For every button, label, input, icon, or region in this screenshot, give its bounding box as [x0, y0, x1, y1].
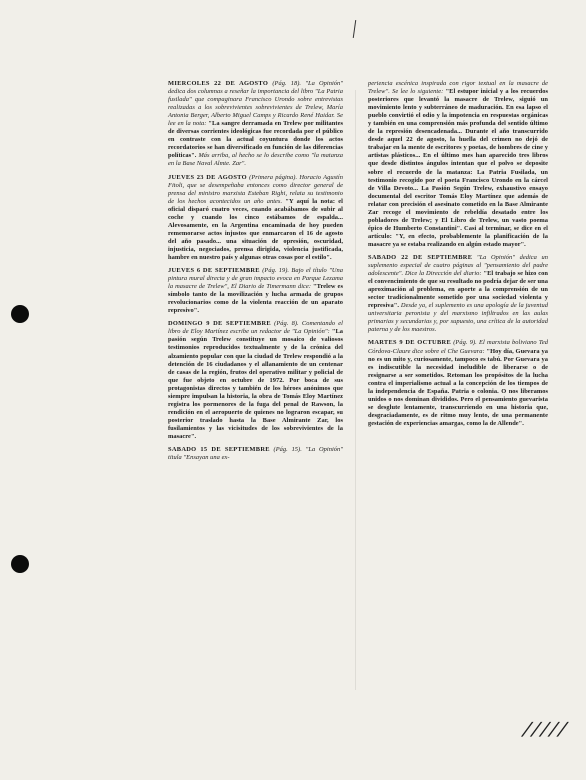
entry-page: (Pág. 9). — [453, 339, 477, 347]
clipping-entry — [368, 80, 548, 249]
column-gap — [355, 90, 356, 690]
entry-date: MIERCOLES 22 DE AGOSTO — [168, 80, 269, 87]
entry-intro: "La Opinión" dedica un suplemento especial de cuatro páginas al "pensamiento del padre adolescente". Dice la Dirección del diario: — [368, 253, 548, 278]
entry-quote: "La sangre derramada en Trelew por militantes de diversas corrientes ideológicas fue recordada por el público en contraste con la actual coyuntura donde los actos recordatorios se han diversificado en función de las diferencias políticas". — [168, 120, 343, 160]
entry-quote: "Trelew es símbolo tanto de la movilización y lucha armada de grupos revolucionarios como de la violenta reacción de un aparato represivo". — [168, 283, 343, 315]
entry-page: (Pág. 15). — [273, 446, 302, 454]
entry-page: (Primera página). — [249, 173, 298, 181]
entry-intro: Horacio Agustín Fitoli, que se desempeñaba entonces como director general de prensa del ministro marxista Esteban Righi, relata su testimonio de los hechos acontecidos un año antes. — [168, 173, 344, 205]
entry-tail: Desde ya, el suplemento es una apología de la juventud universitaria peronista y del marxismo infiltrados en las aulas primarias y secundarias y, por supuesto, una crítica de la autoridad paterna y de los maestros. — [368, 302, 548, 334]
left-column — [168, 80, 343, 708]
punch-hole-icon — [11, 305, 29, 323]
entry-date: MARTES 9 DE OCTUBRE — [368, 339, 452, 347]
entry-tail: Más arriba, al hecho se lo describe como "la matanza en la Base Naval Almte. Zar". — [168, 152, 343, 168]
handwritten-mark: ///// — [518, 719, 569, 740]
entry-date: SABADO 15 DE SEPTIEMBRE — [168, 446, 270, 454]
entry-intro: "La Opinión" titula "Ensayan una ex- — [168, 446, 344, 462]
clipping-entry — [368, 339, 548, 428]
entry-date: DOMINGO 9 DE SEPTIEMBRE — [168, 320, 271, 328]
entry-intro: El marxista boliviano Ted Córdova-Claure dice sobre el Che Guevara: — [368, 339, 548, 355]
right-column — [368, 80, 548, 720]
entry-quote: "Y aquí la nota: el oficial disparó cuatro veces, cuando acabábamos de subir al coche y cuando los cinco estábamos de espalda... Alevosamente, en la Argentina encaminada de hoy pueden rememorarse actos injustos que enmarcaron el 16 de agosto del año pasado... una situación de opresión, oscuridad, injusticia, negociados, prensa dirigida, violencia justificada, hambre en nuestro país y algunas otras cosas por el estilo". — [168, 197, 343, 261]
clipping-entry — [368, 254, 548, 334]
pencil-mark — [353, 20, 356, 38]
clipping-entry — [168, 80, 343, 169]
clipping-entry — [168, 320, 343, 441]
entry-quote: "La pasión según Trelew constituye un mosaico de valiosos testimonios reproducidos textualmente y de la crónica del alzamiento popular con que la ciudad de Trelew respondió a la detención de 16 ciudadanos y el allanamiento de un centenar de casas de la región, frutos del operativo militar y policial de que fue objeto en octubre de 1972. Por boca de sus protagonistas directos y también de los héroes anónimos que siempre impulsan la historia, la obra de Tomás Eloy Martínez registra los pormenores de la fuga del penal de Rawson, la rendición en el aeropuerto de quienes no lograron escapar, su posterior traslado hasta la Base Almirante Zar, los fusilamientos y las vicisitudes de los sobrevivientes de la masacre". — [168, 328, 343, 440]
entry-intro: Comentando el libro de Eloy Martínez escribe un redactor de "La Opinión": — [168, 320, 343, 336]
entry-date: SABADO 22 DE SEPTIEMBRE — [368, 253, 473, 261]
entry-date: JUEVES 6 DE SEPTIEMBRE — [168, 267, 260, 275]
clipping-entry — [168, 267, 343, 315]
entry-quote: "Hoy día, Guevara ya no es un mito y, curiosamente, tampoco es tabú. Por Guevara ya es indiscutible la necesidad ineludible de liberarse o de resignarse a ser sometidos. Retoman los propósitos de la lucha contra el imperialismo actual a la concepción de los tiempos de la independencia de España. Patria o colonia. O nos liberamos unidos o nos dominan divididos. Pero el pensamiento guevarista se desglute lentamente, transcurriendo en una historia que, desgraciadamente, es de ritmo muy lento, de una permanente gestación de experiencias amargas, como la de Allende". — [368, 347, 548, 427]
entry-quote: "El trabajo se hizo con el convencimiento de que su resultado no podría dejar de ser una aproximación al problema, en aporte a la comprensión de un sector tradicionalmente sometido por una sociedad violenta y represiva". — [368, 270, 548, 310]
entry-tail: "El estupor inicial y a los recuerdos posteriores que levantó la masacre de Trelew, siguió un movimiento lento y subterráneo de maduración. En esa lapso el pueblo convirtió el odio y la impotencia en respuestas orgánicas y también en una comprensión más profunda del sentido último de la represión desencadenada... Durante el año transcurrido desde aquel 22 de agosto, la huella del crimen no dejó de trabajar en la mente de escritores y poetas, de hombres de cine y artistas plásticos... En el último mes han aparecido tres libros que desde distintos ángulos intentan que el polvo se deposite sobre el recuerdo de la matanza: La Patria Fusilada, un testimonio recogido por el poeta Francisco Urondo en la cárcel de Villa Devoto... La Pasión Según Trelew, exhaustivo ensayo documental del escritor Tomás Eloy Martínez que además de relatar con precisión el asesinato cometido en la Base Almirante Zar recoge el movimiento de rebeldía desatado entre los pobladores de Trelew; y El Libro de Trelew, un vasto poema épico de Humberto Constantini". Casi al terminar, se dice en el artículo: "Y, en efecto, probablemente la planificación de la masacre ya se estaba realizando en algún estado mayor". — [368, 88, 548, 248]
clipping-entry — [168, 174, 343, 263]
punch-hole-icon — [11, 555, 29, 573]
entry-date: JUEVES 23 DE AGOSTO — [168, 173, 247, 181]
entry-quote: periencia escénica inspirada con rigor textual en la masacre de Trelew". Se lee lo siguiente: — [368, 80, 548, 96]
entry-intro: Bajo el título "Una pintura mural directa y de gran impacto evoca en Parque Lezama la masacre de Trelew", El Diario de Timermann dice: — [168, 267, 344, 291]
entry-page: (Pág. 19). — [262, 267, 290, 275]
entry-page: (Pág. 8). — [274, 320, 299, 328]
entry-intro: "La Opinión" dedica dos columnas a reseñar la importancia del libro "La Patria fusilada" que compaginara Francisco Urondo sobre entrevistas realizadas a los sobrevivientes sobrevivientes de Trelew, María Antonia Berger, Alberto Miguel Camps y Ricardo René Haidar. Se lee en la nota: — [168, 80, 344, 128]
clipping-entry — [168, 446, 343, 462]
entry-page: (Pág. 18). — [272, 80, 302, 87]
